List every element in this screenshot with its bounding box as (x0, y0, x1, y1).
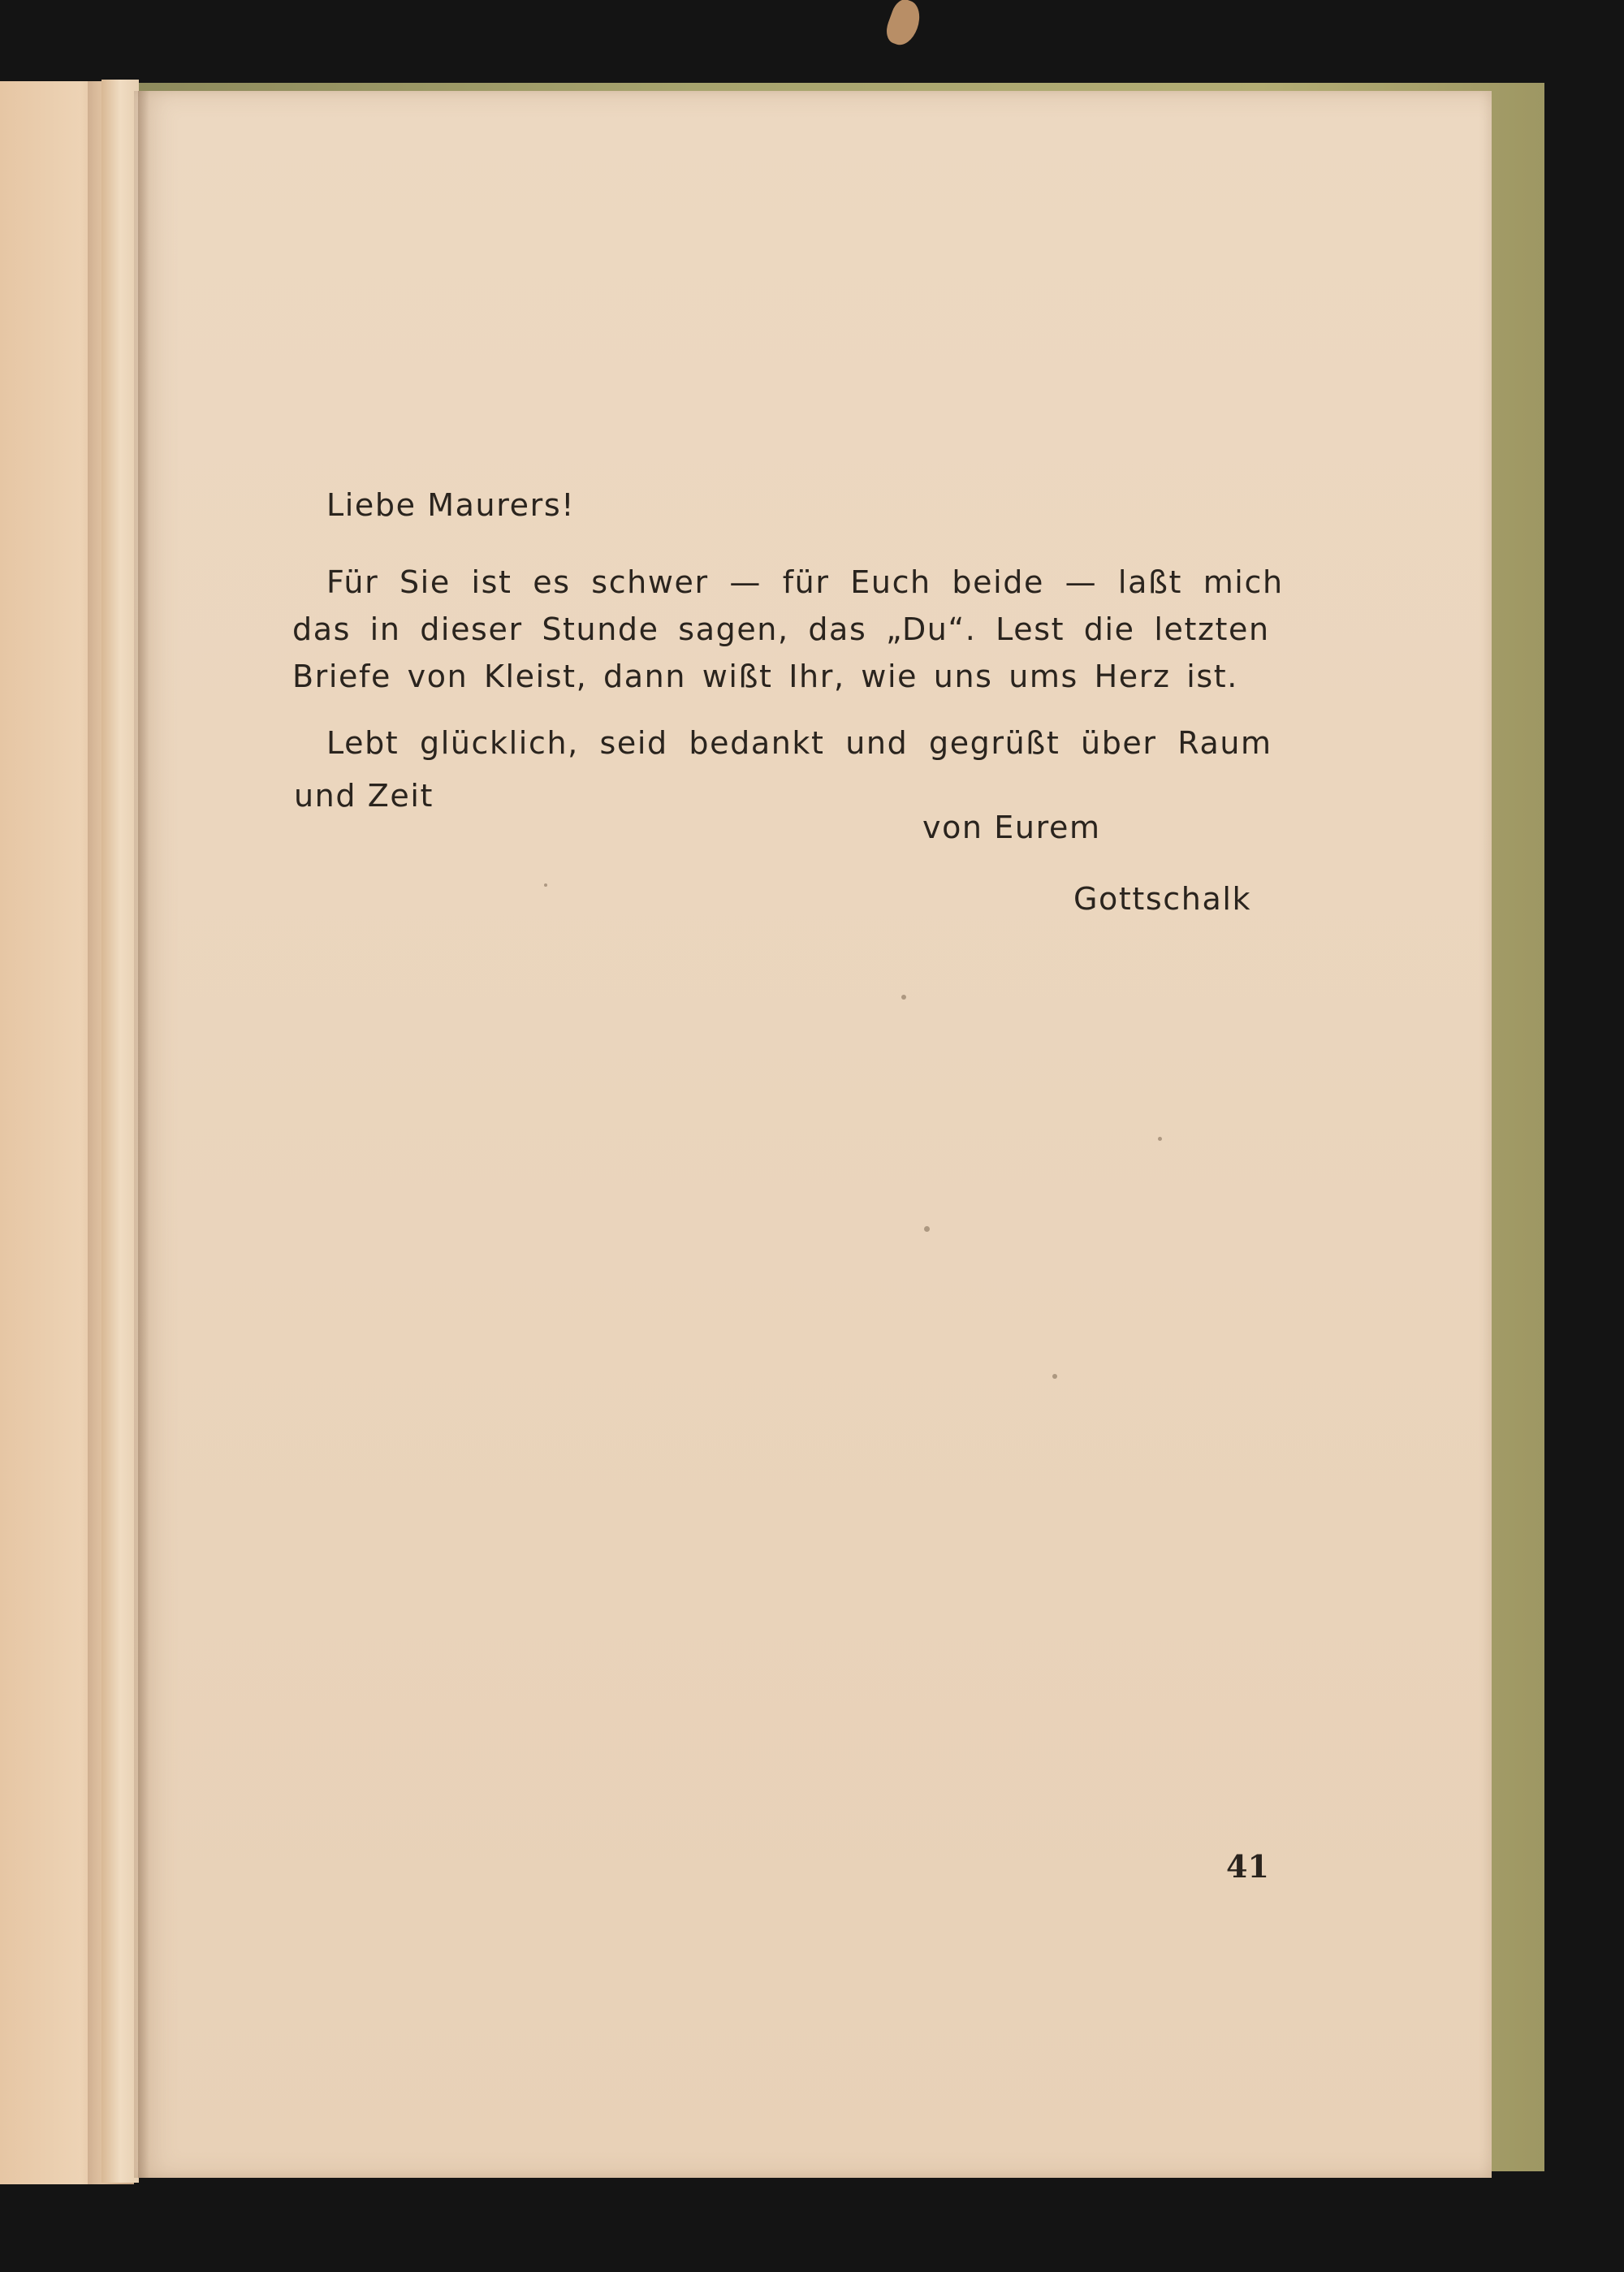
page-gutter-shadow (138, 91, 149, 2178)
letter-salutation: Liebe Maurers! (326, 487, 576, 523)
paper-speck (1158, 1137, 1162, 1141)
right-page (134, 91, 1492, 2178)
letter-line: Briefe von Kleist, dann wißt Ihr, wie uns ums Herz ist. (292, 659, 1238, 694)
paper-speck (924, 1226, 930, 1232)
letter-signature: Gottschalk (1073, 881, 1252, 917)
paper-speck (1052, 1374, 1057, 1379)
page-number: 41 (1226, 1848, 1269, 1885)
left-page-shadow (88, 81, 102, 2184)
paper-speck (544, 883, 547, 887)
letter-line: das in dieser Stunde sagen, das „Du“. Lest die letzten (292, 611, 1270, 647)
torn-paper-fragment (883, 0, 926, 49)
letter-line: Für Sie ist es schwer — für Euch beide — laßt mich (326, 564, 1284, 600)
paper-speck (901, 995, 906, 1000)
letter-closing: von Eurem (922, 810, 1101, 845)
letter-line: und Zeit (294, 778, 434, 814)
letter-line: Lebt glücklich, seid bedankt und gegrüßt über Raum (326, 725, 1272, 761)
